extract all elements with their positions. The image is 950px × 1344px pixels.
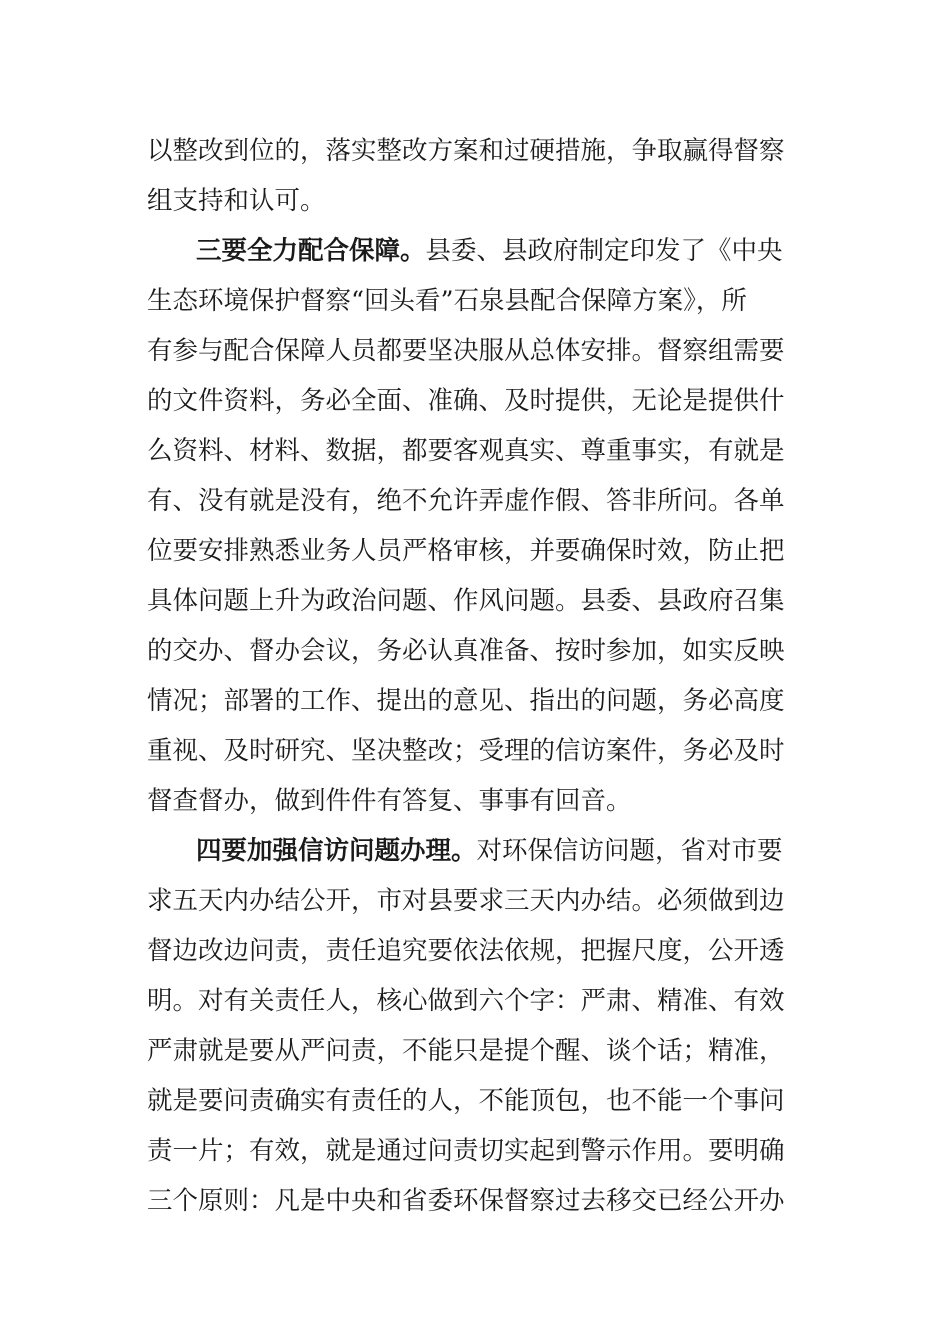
text-run: 对环保信访问题，省对市要 <box>476 836 783 866</box>
text-line: 督查督办，做到件件有答复、事事有回音。 <box>147 786 632 816</box>
text-line: 位要安排熟悉业务人员严格审核，并要确保时效，防止把 <box>147 536 785 566</box>
text-line: 组支持和认可。 <box>147 186 326 216</box>
text-line: 严肃就是要从严问责，不能只是提个醒、谈个话；精准， <box>147 1036 785 1066</box>
text-line: 的交办、督办会议，务必认真准备、按时参加，如实反映 <box>147 636 785 666</box>
text-line: 三个原则：凡是中央和省委环保督察过去移交已经公开办 <box>147 1186 785 1216</box>
text-line: 求五天内办结公开，市对县要求三天内办结。必须做到边 <box>147 886 785 916</box>
paragraph-first-line <box>196 826 812 876</box>
text-line: 督边改边问责，责任追究要依法依规，把握尺度，公开透 <box>147 936 785 966</box>
paragraph-heading: 四要加强信访问题办理。 <box>196 836 477 866</box>
text-line: 以整改到位的，落实整改方案和过硬措施，争取赢得督察 <box>147 136 785 166</box>
text-line: 情况；部署的工作、提出的意见、指出的问题，务必高度 <box>147 686 785 716</box>
text-run: 县委、县政府制定印发了《中央 <box>425 236 783 266</box>
paragraph-heading: 三要全力配合保障。 <box>196 236 426 266</box>
paragraph-first-line <box>196 226 812 276</box>
text-line: 的文件资料，务必全面、准确、及时提供，无论是提供什 <box>147 386 785 416</box>
text-line: 具体问题上升为政治问题、作风问题。县委、县政府召集 <box>147 586 785 616</box>
text-line: 重视、及时研究、坚决整改；受理的信访案件，务必及时 <box>147 736 785 766</box>
text-line: 有、没有就是没有，绝不允许弄虚作假、答非所问。各单 <box>147 486 785 516</box>
text-line: 有参与配合保障人员都要坚决服从总体安排。督察组需要 <box>147 336 785 366</box>
text-line: 么资料、材料、数据，都要客观真实、尊重事实，有就是 <box>147 436 785 466</box>
text-line: 责一片；有效，就是通过问责切实起到警示作用。要明确 <box>147 1136 785 1166</box>
text-line: 生态环境保护督察“回头看”石泉县配合保障方案》，所 <box>147 286 747 316</box>
text-line: 就是要问责确实有责任的人，不能顶包，也不能一个事问 <box>147 1086 785 1116</box>
text-line: 明。对有关责任人，核心做到六个字：严肃、精准、有效 <box>147 986 785 1016</box>
